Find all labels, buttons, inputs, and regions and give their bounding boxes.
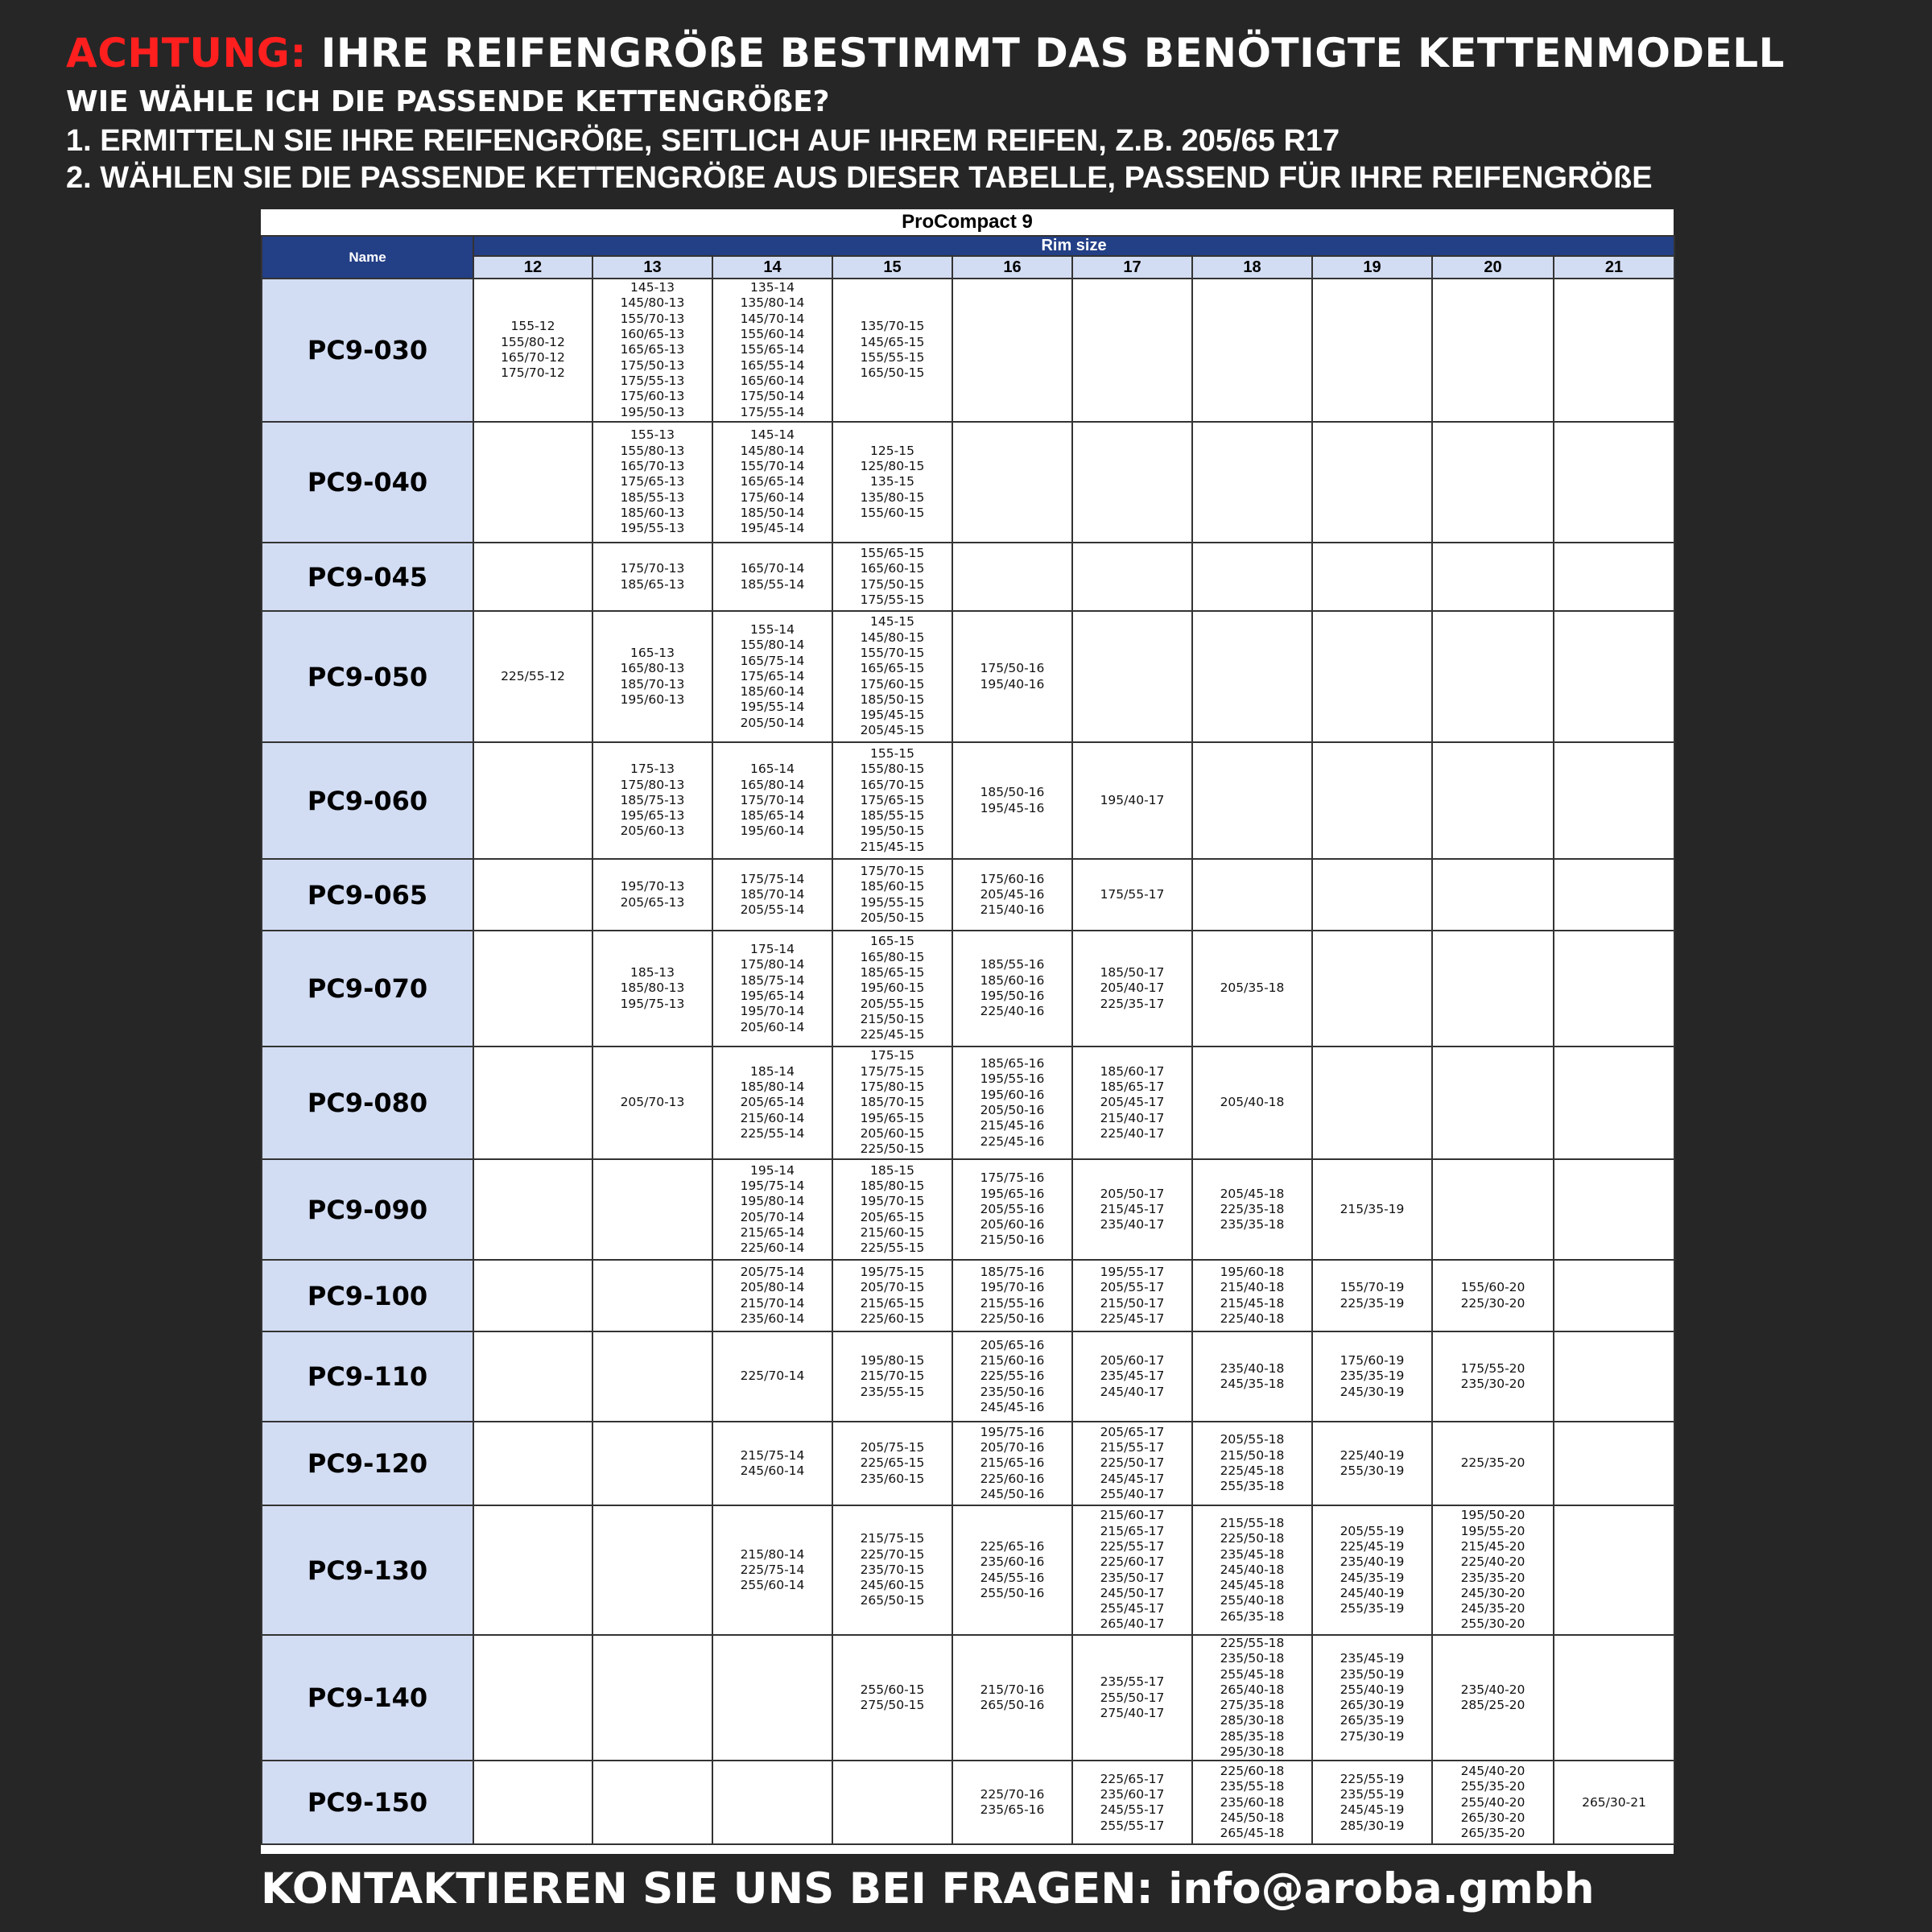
tire-size-cell [473, 931, 592, 1046]
tire-size-cell: 215/60-17 215/65-17 225/55-17 225/60-17 235/50-17 245/50-17 255/45-17 265/40-17 [1072, 1505, 1192, 1635]
tire-size-cell: 135/70-15 145/65-15 155/55-15 165/50-15 [832, 279, 952, 422]
tire-size-cell: 215/70-16 265/50-16 [952, 1635, 1072, 1761]
tire-size-cell [952, 422, 1072, 543]
tire-size-cell: 195/70-13 205/65-13 [592, 859, 712, 931]
tire-size-cell: 165/70-14 185/55-14 [712, 543, 832, 611]
tire-size-cell: 155-15 155/80-15 165/70-15 175/65-15 185/55-15 195/50-15 215/45-15 [832, 742, 952, 859]
tire-size-cell: 235/40-18 245/35-18 [1192, 1331, 1312, 1422]
tire-size-cell: 165-13 165/80-13 185/70-13 195/60-13 [592, 611, 712, 742]
tire-size-cell [1192, 611, 1312, 742]
table-row [262, 1159, 1674, 1260]
tire-size-cell: 245/40-20 255/35-20 255/40-20 265/30-20 265/35-20 [1432, 1761, 1554, 1844]
tire-size-cell [592, 1422, 712, 1505]
tire-size-cell [1312, 279, 1432, 422]
tire-size-cell: 265/30-21 [1554, 1761, 1674, 1844]
model-name: PC9-030 [262, 279, 473, 422]
table-title: ProCompact 9 [902, 211, 1033, 233]
rim-size-header: Rim size [473, 236, 1674, 256]
tire-size-cell: 175/70-13 185/65-13 [592, 543, 712, 611]
tire-size-cell: 155-14 155/80-14 165/75-14 175/65-14 185/60-14 195/55-14 205/50-14 [712, 611, 832, 742]
tire-size-cell [473, 1159, 592, 1260]
tire-size-cell [1312, 1046, 1432, 1159]
rim-size-15: 15 [832, 256, 952, 279]
tire-size-cell [1432, 422, 1554, 543]
size-table [261, 235, 1675, 1845]
tire-size-cell: 215/75-14 245/60-14 [712, 1422, 832, 1505]
tire-size-cell: 175-14 175/80-14 185/75-14 195/65-14 195/70-14 205/60-14 [712, 931, 832, 1046]
tire-size-cell [1072, 422, 1192, 543]
table-row [262, 931, 1674, 1046]
tire-size-cell: 215/80-14 225/75-14 255/60-14 [712, 1505, 832, 1635]
tire-size-cell: 215/75-15 225/70-15 235/70-15 245/60-15 265/50-15 [832, 1505, 952, 1635]
name-column-header: Name [262, 236, 473, 279]
tire-size-cell: 165-14 165/80-14 175/70-14 185/65-14 195/60-14 [712, 742, 832, 859]
tire-size-cell: 155/60-20 225/30-20 [1432, 1260, 1554, 1331]
tire-size-cell: 225/55-19 235/55-19 245/45-19 285/30-19 [1312, 1761, 1432, 1844]
tire-size-cell [473, 1635, 592, 1761]
model-name: PC9-140 [262, 1635, 473, 1761]
tire-size-cell [1432, 1159, 1554, 1260]
tire-size-cell [473, 1422, 592, 1505]
tire-size-cell [592, 1260, 712, 1331]
rim-size-19: 19 [1312, 256, 1432, 279]
tire-size-cell: 235/45-19 235/50-19 255/40-19 265/30-19 265/35-19 275/30-19 [1312, 1635, 1432, 1761]
tire-size-cell: 205/70-13 [592, 1046, 712, 1159]
table-row [262, 1505, 1674, 1635]
tire-size-cell [1312, 859, 1432, 931]
tire-size-cell [1432, 859, 1554, 931]
tire-size-cell: 225/65-16 235/60-16 245/55-16 255/50-16 [952, 1505, 1072, 1635]
tire-size-cell: 195/75-15 205/70-15 215/65-15 225/60-15 [832, 1260, 952, 1331]
tire-size-cell [592, 1761, 712, 1844]
step-2-text: 2. WÄHLEN SIE DIE PASSENDE KETTENGRÖßE AUS DIESER TABELLE, PASSEND FÜR IHRE REIFENGRÖßE [66, 161, 1653, 195]
tire-size-cell: 225/65-17 235/60-17 245/55-17 255/55-17 [1072, 1761, 1192, 1844]
tire-size-cell: 185-15 185/80-15 195/70-15 205/65-15 215/60-15 225/55-15 [832, 1159, 952, 1260]
tire-size-cell: 175/75-14 185/70-14 205/55-14 [712, 859, 832, 931]
tire-size-cell [1312, 543, 1432, 611]
tire-size-cell [1312, 931, 1432, 1046]
tire-size-cell: 255/60-15 275/50-15 [832, 1635, 952, 1761]
tire-size-cell [1554, 1046, 1674, 1159]
tire-size-cell [1554, 422, 1674, 543]
table-row [262, 1635, 1674, 1761]
tire-size-cell: 205/40-18 [1192, 1046, 1312, 1159]
table-row [262, 1422, 1674, 1505]
tire-size-cell [1312, 422, 1432, 543]
tire-size-cell: 205/75-15 225/65-15 235/60-15 [832, 1422, 952, 1505]
tire-size-cell: 175/60-16 205/45-16 215/40-16 [952, 859, 1072, 931]
tire-size-cell: 195/80-15 215/70-15 235/55-15 [832, 1331, 952, 1422]
model-name: PC9-130 [262, 1505, 473, 1635]
tire-size-cell: 155/70-19 225/35-19 [1312, 1260, 1432, 1331]
tire-size-cell: 145-14 145/80-14 155/70-14 165/65-14 175/60-14 185/50-14 195/45-14 [712, 422, 832, 543]
tire-size-cell: 175/50-16 195/40-16 [952, 611, 1072, 742]
tire-size-cell: 185/65-16 195/55-16 195/60-16 205/50-16 215/45-16 225/45-16 [952, 1046, 1072, 1159]
tire-size-cell: 185-14 185/80-14 205/65-14 215/60-14 225/55-14 [712, 1046, 832, 1159]
tire-size-cell [473, 1260, 592, 1331]
tire-size-cell [712, 1635, 832, 1761]
tire-size-cell: 175-13 175/80-13 185/75-13 195/65-13 205/60-13 [592, 742, 712, 859]
tire-size-cell: 185-13 185/80-13 195/75-13 [592, 931, 712, 1046]
headline-text: IHRE REIFENGRÖßE BESTIMMT DAS BENÖTIGTE KETTENMODELL [306, 30, 1785, 76]
tire-size-cell [1312, 742, 1432, 859]
tire-size-cell [1432, 611, 1554, 742]
model-name: PC9-100 [262, 1260, 473, 1331]
tire-size-cell [473, 422, 592, 543]
tire-size-cell: 145-15 145/80-15 155/70-15 165/65-15 175/60-15 185/50-15 195/45-15 205/45-15 [832, 611, 952, 742]
tire-size-cell [1554, 1159, 1674, 1260]
table-row [262, 859, 1674, 931]
table-row [262, 611, 1674, 742]
tire-size-cell: 185/50-16 195/45-16 [952, 742, 1072, 859]
tire-size-cell [1432, 279, 1554, 422]
tire-size-cell [1192, 742, 1312, 859]
tire-size-cell [592, 1331, 712, 1422]
question-text: WIE WÄHLE ICH DIE PASSENDE KETTENGRÖßE? [66, 85, 830, 118]
tire-size-cell: 155/65-15 165/60-15 175/50-15 175/55-15 [832, 543, 952, 611]
table-row [262, 279, 1674, 422]
tire-size-cell [1432, 742, 1554, 859]
rim-size-16: 16 [952, 256, 1072, 279]
tire-size-cell: 175/55-17 [1072, 859, 1192, 931]
table-row [262, 422, 1674, 543]
model-name: PC9-040 [262, 422, 473, 543]
tire-size-cell [1554, 1260, 1674, 1331]
tire-size-cell: 175/60-19 235/35-19 245/30-19 [1312, 1331, 1432, 1422]
rim-size-13: 13 [592, 256, 712, 279]
table-row [262, 1260, 1674, 1331]
tire-size-cell [1192, 859, 1312, 931]
tire-size-cell [832, 1761, 952, 1844]
header [66, 27, 1909, 196]
tire-size-cell: 205/65-16 215/60-16 225/55-16 235/50-16 245/45-16 [952, 1331, 1072, 1422]
model-name: PC9-060 [262, 742, 473, 859]
tire-size-cell: 225/70-16 235/65-16 [952, 1761, 1072, 1844]
tire-size-cell [473, 742, 592, 859]
tire-size-cell: 175-15 175/75-15 175/80-15 185/70-15 195/65-15 205/60-15 225/50-15 [832, 1046, 952, 1159]
rim-size-21: 21 [1554, 256, 1674, 279]
tire-size-cell: 205/65-17 215/55-17 225/50-17 245/45-17 255/40-17 [1072, 1422, 1192, 1505]
tire-size-cell [952, 279, 1072, 422]
tire-size-cell [473, 1331, 592, 1422]
tire-size-cell: 225/70-14 [712, 1331, 832, 1422]
model-name: PC9-065 [262, 859, 473, 931]
tire-size-cell: 225/55-18 235/50-18 255/45-18 265/40-18 275/35-18 285/30-18 285/35-18 295/30-18 [1192, 1635, 1312, 1761]
tire-size-cell: 205/60-17 235/45-17 245/40-17 [1072, 1331, 1192, 1422]
tire-size-cell [1312, 611, 1432, 742]
tire-size-cell [1554, 279, 1674, 422]
tire-size-cell: 225/35-20 [1432, 1422, 1554, 1505]
rim-size-row [262, 256, 1674, 279]
warning-label: ACHTUNG: [66, 30, 307, 76]
tire-size-cell: 165-15 165/80-15 185/65-15 195/60-15 205/55-15 215/50-15 225/45-15 [832, 931, 952, 1046]
tire-size-cell [1072, 611, 1192, 742]
size-table-sheet [261, 209, 1674, 1854]
model-name: PC9-080 [262, 1046, 473, 1159]
tire-size-cell [1072, 543, 1192, 611]
table-row [262, 543, 1674, 611]
tire-size-cell [473, 859, 592, 931]
tire-size-cell: 185/50-17 205/40-17 225/35-17 [1072, 931, 1192, 1046]
tire-size-cell: 175/75-16 195/65-16 205/55-16 205/60-16 215/50-16 [952, 1159, 1072, 1260]
tire-size-cell: 185/55-16 185/60-16 195/50-16 225/40-16 [952, 931, 1072, 1046]
rim-size-14: 14 [712, 256, 832, 279]
tire-size-cell [1432, 931, 1554, 1046]
tire-size-cell: 205/55-18 215/50-18 225/45-18 255/35-18 [1192, 1422, 1312, 1505]
rim-size-17: 17 [1072, 256, 1192, 279]
tire-size-cell: 205/50-17 215/45-17 235/40-17 [1072, 1159, 1192, 1260]
model-name: PC9-150 [262, 1761, 473, 1844]
tire-size-cell: 235/40-20 285/25-20 [1432, 1635, 1554, 1761]
rim-size-12: 12 [473, 256, 592, 279]
tire-size-cell: 135-14 135/80-14 145/70-14 155/60-14 155/65-14 165/55-14 165/60-14 175/50-14 175/55-14 [712, 279, 832, 422]
tire-size-cell [1554, 742, 1674, 859]
tire-size-cell [1554, 1635, 1674, 1761]
tire-size-cell: 175/70-15 185/60-15 195/55-15 205/50-15 [832, 859, 952, 931]
tire-size-cell: 235/55-17 255/50-17 275/40-17 [1072, 1635, 1192, 1761]
tire-size-cell [592, 1635, 712, 1761]
tire-size-cell [473, 1761, 592, 1844]
tire-size-cell: 175/55-20 235/30-20 [1432, 1331, 1554, 1422]
tire-size-cell: 215/55-18 225/50-18 235/45-18 245/40-18 245/45-18 255/40-18 265/35-18 [1192, 1505, 1312, 1635]
step-1-text: 1. ERMITTELN SIE IHRE REIFENGRÖßE, SEITLICH AUF IHREM REIFEN, Z.B. 205/65 R17 [66, 124, 1340, 158]
tire-size-cell: 195/50-20 195/55-20 215/45-20 225/40-20 235/35-20 245/30-20 245/35-20 255/30-20 [1432, 1505, 1554, 1635]
tire-size-cell [1554, 859, 1674, 931]
tire-size-cell: 145-13 145/80-13 155/70-13 160/65-13 165/65-13 175/50-13 175/55-13 175/60-13 195/50-13 [592, 279, 712, 422]
tire-size-cell: 205/45-18 225/35-18 235/35-18 [1192, 1159, 1312, 1260]
tire-size-cell [1554, 1331, 1674, 1422]
model-name: PC9-050 [262, 611, 473, 742]
tire-size-cell: 185/60-17 185/65-17 205/45-17 215/40-17 225/40-17 [1072, 1046, 1192, 1159]
model-name: PC9-120 [262, 1422, 473, 1505]
tire-size-cell: 155-12 155/80-12 165/70-12 175/70-12 [473, 279, 592, 422]
contact-footer: KONTAKTIEREN SIE UNS BEI FRAGEN: info@aroba.gmbh [261, 1864, 1595, 1913]
rim-size-20: 20 [1432, 256, 1554, 279]
tire-size-cell [1432, 1046, 1554, 1159]
tire-size-cell: 185/75-16 195/70-16 215/55-16 225/50-16 [952, 1260, 1072, 1331]
tire-size-cell: 205/55-19 225/45-19 235/40-19 245/35-19 245/40-19 255/35-19 [1312, 1505, 1432, 1635]
tire-size-cell [473, 543, 592, 611]
model-name: PC9-045 [262, 543, 473, 611]
tire-size-cell: 225/55-12 [473, 611, 592, 742]
table-row [262, 1761, 1674, 1844]
model-name: PC9-070 [262, 931, 473, 1046]
tire-size-cell [1192, 279, 1312, 422]
tire-size-cell [1432, 543, 1554, 611]
tire-size-cell [473, 1046, 592, 1159]
table-body [262, 279, 1674, 1844]
tire-size-cell: 195/55-17 205/55-17 215/50-17 225/45-17 [1072, 1260, 1192, 1331]
tire-size-cell [1192, 422, 1312, 543]
tire-size-cell: 215/35-19 [1312, 1159, 1432, 1260]
tire-size-cell [1072, 279, 1192, 422]
tire-size-cell [712, 1761, 832, 1844]
tire-size-cell: 155-13 155/80-13 165/70-13 175/65-13 185/55-13 185/60-13 195/55-13 [592, 422, 712, 543]
tire-size-cell [473, 1505, 592, 1635]
rim-size-18: 18 [1192, 256, 1312, 279]
tire-size-cell [1192, 543, 1312, 611]
tire-size-cell [1554, 611, 1674, 742]
table-row [262, 742, 1674, 859]
tire-size-cell: 205/75-14 205/80-14 215/70-14 235/60-14 [712, 1260, 832, 1331]
tire-size-cell: 195-14 195/75-14 195/80-14 205/70-14 215/65-14 225/60-14 [712, 1159, 832, 1260]
tire-size-cell [592, 1159, 712, 1260]
tire-size-cell [1554, 543, 1674, 611]
tire-size-cell: 225/60-18 235/55-18 235/60-18 245/50-18 265/45-18 [1192, 1761, 1312, 1844]
tire-size-cell: 225/40-19 255/30-19 [1312, 1422, 1432, 1505]
table-row [262, 1046, 1674, 1159]
model-name: PC9-090 [262, 1159, 473, 1260]
tire-size-cell: 125-15 125/80-15 135-15 135/80-15 155/60-15 [832, 422, 952, 543]
tire-size-cell [1554, 931, 1674, 1046]
tire-size-cell: 205/35-18 [1192, 931, 1312, 1046]
model-name: PC9-110 [262, 1331, 473, 1422]
tire-size-cell [592, 1505, 712, 1635]
tire-size-cell: 195/75-16 205/70-16 215/65-16 225/60-16 245/50-16 [952, 1422, 1072, 1505]
tire-size-cell [1554, 1505, 1674, 1635]
table-row [262, 1331, 1674, 1422]
headline [66, 27, 1909, 79]
tire-size-cell [1554, 1422, 1674, 1505]
tire-size-cell: 195/40-17 [1072, 742, 1192, 859]
tire-size-cell [952, 543, 1072, 611]
tire-size-cell: 195/60-18 215/40-18 215/45-18 225/40-18 [1192, 1260, 1312, 1331]
